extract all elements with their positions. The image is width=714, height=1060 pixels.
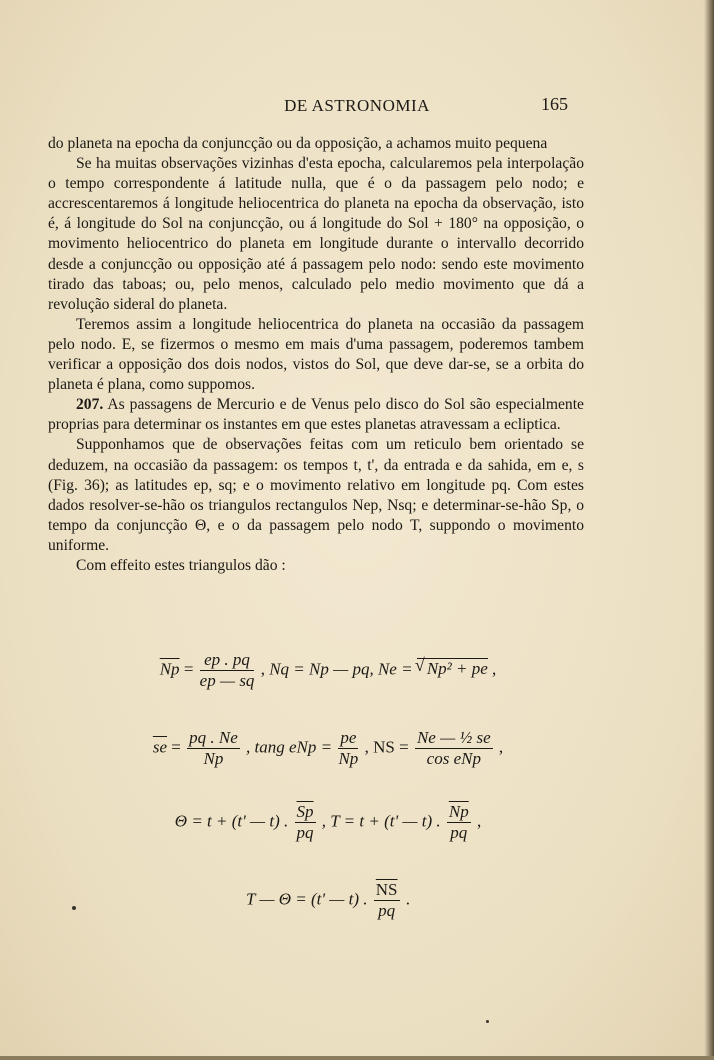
numerator: ep . pq (200, 650, 255, 671)
equation-3 (48, 802, 608, 843)
denominator: Np (338, 749, 359, 768)
eq-term: , (498, 737, 504, 757)
eq-term: Θ = t + (t' — t) . (174, 811, 289, 831)
denominator: ep — sq (199, 671, 255, 690)
fraction (200, 650, 255, 691)
paragraph: Se ha muitas observações vizinhas d'esta epocha, calcularemos pela interpolação o tempo correspondente á latitude nulla, que é o da passagem pelo nodo; e accrescentaremos á longitude heliocentrica do planeta na epocha da observação, isto é, á longitude do Sol na conjuncção, ou á longitude do Sol + 180° na opposição, o movimento heliocentrico do planeta em longitude durante o intervallo decorrido desde a conjuncção ou opposição até á passagem pelo nodo: sendo este movimento tirado das taboas; ou, pelo menos, calculado pelo medio movimento que dá a revolução sideral do planeta. (48, 155, 584, 313)
eq-term: Ne = (377, 659, 413, 679)
numerator: Ne — ½ se (416, 728, 491, 747)
ink-speck (72, 906, 76, 910)
fraction (374, 880, 400, 921)
denominator: pq (450, 823, 468, 842)
page-header (0, 96, 714, 120)
denominator: pq (378, 901, 396, 920)
numerator: $\overline{NS}$ (375, 880, 398, 899)
body-text (48, 134, 584, 576)
paragraph: Supponhamos que de observações feitas com um reticulo bem orientado se deduzem, na occasião da passagem: os tempos t, t', da entrada e da sahida, em e, s (Fig. 36); as latitudes ep, sq; e o movimento relativo em longitude pq. Com estes dados resolver-se-hão os triangulos rectangulos Nep, Nsq; e determinar-se-hão Sp, o tempo da conjuncção Θ, e o da passagem pelo nodo T, suppondo o movimento uniforme. (48, 436, 584, 554)
eq-term: $\overline{se}$ (152, 737, 168, 757)
numerator: $\overline{Sp}$ (296, 802, 314, 821)
section-text: As passagens de Mercurio e de Venus pelo disco do Sol são especialmente proprias para determinar os instantes em que estes planetas atravessam a ecliptica. (48, 396, 584, 434)
fraction (187, 728, 240, 769)
page-edge-bottom (0, 1056, 714, 1060)
eq-term: , (492, 659, 497, 679)
equation-1 (48, 650, 608, 691)
paragraph: Com effeito estes triangulos dão : (76, 556, 286, 574)
fraction (295, 802, 316, 843)
eq-term: , NS = (364, 737, 409, 757)
denominator: cos eNp (426, 749, 481, 768)
paragraph: Teremos assim a longitude heliocentrica do planeta na occasião da passagem pelo nodo. E, se fizermos o mesmo em mais d'uma passagem, poderemos tambem verificar a opposição dos dois nodos, vistos do Sol, que deve dar-se, se a orbita do planeta é plana, como suppomos. (48, 315, 584, 394)
fraction (415, 728, 493, 769)
eq-term: , (260, 659, 265, 679)
equation-4 (48, 880, 608, 921)
numerator: pe (340, 728, 357, 747)
numerator: $\overline{Np}$ (448, 802, 469, 821)
radical: √ Np² + pe (417, 658, 488, 679)
fraction (447, 802, 471, 843)
eq-term: , tang eNp = (246, 737, 333, 757)
running-title: DE ASTRONOMIA (284, 96, 430, 115)
section-number: 207. (76, 396, 104, 414)
paragraph: do planeta na epocha da conjuncção ou da opposição, a achamos muito pequena (48, 135, 548, 152)
denominator: Np (203, 749, 224, 768)
numerator: pq . Ne (189, 728, 238, 747)
ink-speck (486, 1020, 489, 1023)
equation-2: $\overline{se}$ = $\frac{pq . Ne}{Np}$ , tang eNp = $\frac{pe}{Np}$ , NS = $\frac{\text{Ne — ½ se}}{\text{cos eNp}}$ , (152, 728, 504, 768)
eq-term: $\overline{Np}$ (159, 659, 180, 679)
page-edge-right (704, 0, 714, 1060)
eq-term: . (405, 889, 411, 909)
eq-term: , (476, 811, 482, 831)
fraction (338, 728, 358, 769)
eq-term: = (183, 659, 194, 679)
eq-term: T — Θ = (t' — t) . (245, 889, 368, 909)
page-number: 165 (541, 94, 568, 114)
eq-term: , T = t + (t' — t) . (321, 811, 441, 831)
eq-term: Nq = Np — pq, (269, 659, 374, 679)
denominator: pq (296, 823, 314, 842)
section-paragraph (48, 395, 584, 435)
